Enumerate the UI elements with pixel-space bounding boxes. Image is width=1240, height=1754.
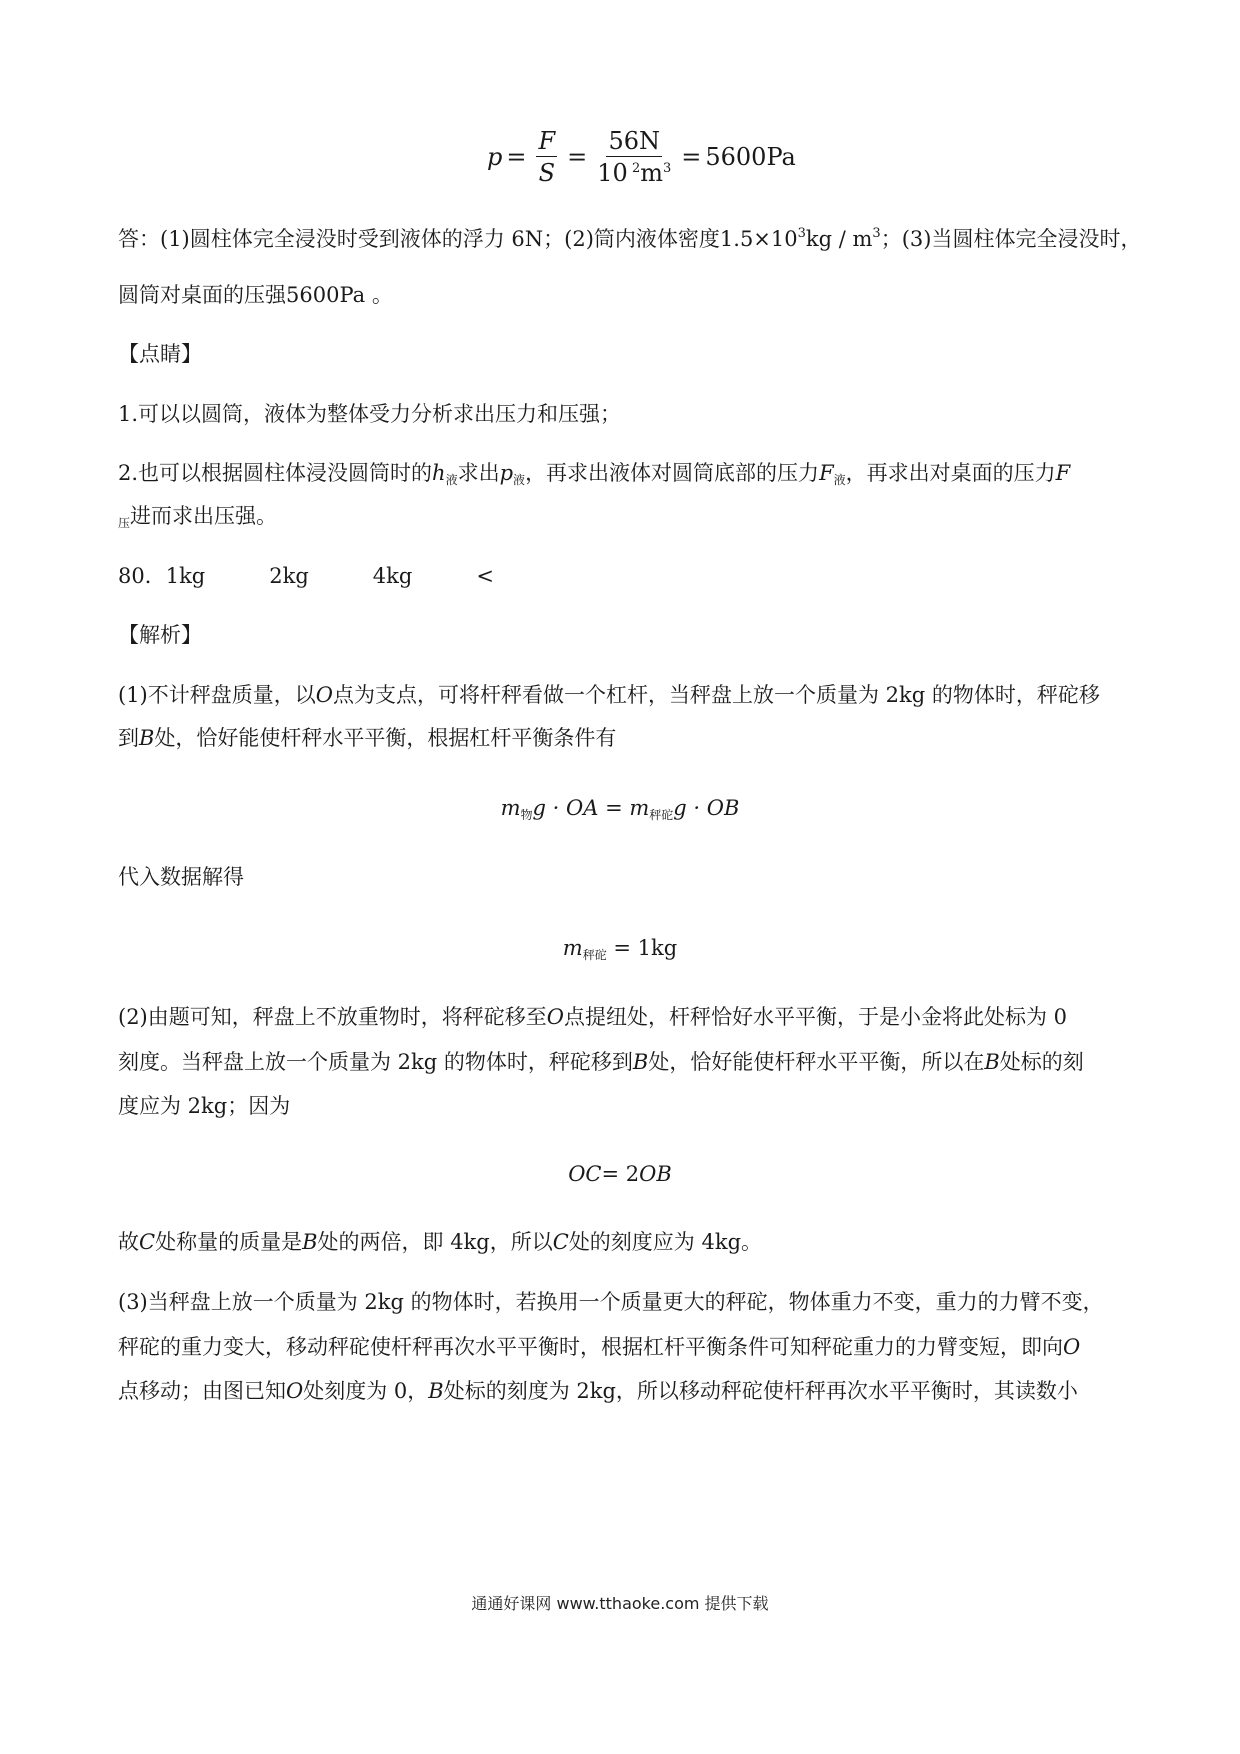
fraction-values xyxy=(597,128,671,187)
answer-line-2: 圆筒对桌面的压强5600Pa 。 xyxy=(118,283,393,307)
dianjing-item-1: 1.可以以圆筒，液体为整体受力分析求出压力和压强； xyxy=(118,402,622,426)
question-80-answers: 80．1kg 2kg 4kg < xyxy=(118,564,494,588)
page-footer: 通通好课网 www.tthaoke.com 提供下载 xyxy=(471,1594,769,1613)
dianjing-item-2-cont: $_压$进而求出压强。 xyxy=(118,504,278,530)
part2-line-1: (2)由题可知，秤盘上不放重物时，将秤砣移至O点提纽处，杆秤恰好水平平衡，于是小金将此处标为 0 xyxy=(118,1005,1068,1029)
fraction-denominator-s: S xyxy=(538,159,556,188)
answer-line-1: 答：(1)圆柱体完全浸没时受到液体的浮力 6N；(2)筒内液体密度$1.5\times 10^3kg / m^3$；(3)当圆柱体完全浸没时， xyxy=(118,226,1142,251)
dianjing-item-2: 2.也可以根据圆柱体浸没圆筒时的$h_液$求出$p_液$，再求出液体对圆筒底部的压力$F_液$，再求出对桌面的压力F xyxy=(118,461,1071,487)
formula-p: p xyxy=(487,143,503,172)
section-heading-jiexi: 【解析】 xyxy=(118,623,202,647)
oc-ob-formula: OC= 2OB xyxy=(568,1162,672,1186)
part3-line-1: (3)当秤盘上放一个质量为 2kg 的物体时，若换用一个质量更大的秤砣，物体重力不变，重力的力臂不变， xyxy=(118,1290,1104,1314)
part1-line-2: 到B处，恰好能使杆秤水平平衡，根据杠杆平衡条件有 xyxy=(118,726,617,750)
part2-line-3: 度应为 2kg；因为 xyxy=(118,1094,291,1118)
lever-balance-formula: $m_物g$ · OA = $m_{秤砣}g$ · OB xyxy=(500,796,740,822)
fraction-denominator-value: 10 $^2m^3$ xyxy=(597,159,672,188)
fraction-numerator-f: F xyxy=(536,128,557,157)
weight-mass-formula: $m_{秤砣} = 1kg$ xyxy=(562,936,678,962)
part2-line-2: 刻度。当秤盘上放一个质量为 2kg 的物体时，秤砣移到B处，恰好能使杆秤水平平衡，所以在B处标的刻 xyxy=(118,1050,1084,1074)
fraction-numerator-value: 56N xyxy=(606,128,662,157)
part3-line-3: 点移动；由图已知O处刻度为 0，B处标的刻度为 2kg，所以移动秤砣使杆秤再次水平平衡时，其读数小 xyxy=(118,1379,1078,1403)
conclusion-line: 故C处称量的质量是B处的两倍，即 4kg，所以C处的刻度应为 4kg。 xyxy=(118,1230,763,1254)
part3-line-2: 秤砣的重力变大，移动秤砣使杆秤再次水平平衡时，根据杠杆平衡条件可知秤砣重力的力臂变短，即向O xyxy=(118,1335,1081,1359)
formula-result: 5600Pa xyxy=(705,143,796,172)
section-heading-dianjing: 【点睛】 xyxy=(118,342,202,366)
substitute-text: 代入数据解得 xyxy=(118,865,244,889)
part1-line-1: (1)不计秤盘质量，以O点为支点，可将杆秤看做一个杠杆，当秤盘上放一个质量为 2kg 的物体时，秤砣移 xyxy=(118,683,1100,707)
pressure-formula: p = $\frac{F}{S}$ = $\frac{56N}{10 ^2m^3}$ = 5600Pa xyxy=(487,127,796,188)
fraction-f-over-s xyxy=(536,128,557,187)
